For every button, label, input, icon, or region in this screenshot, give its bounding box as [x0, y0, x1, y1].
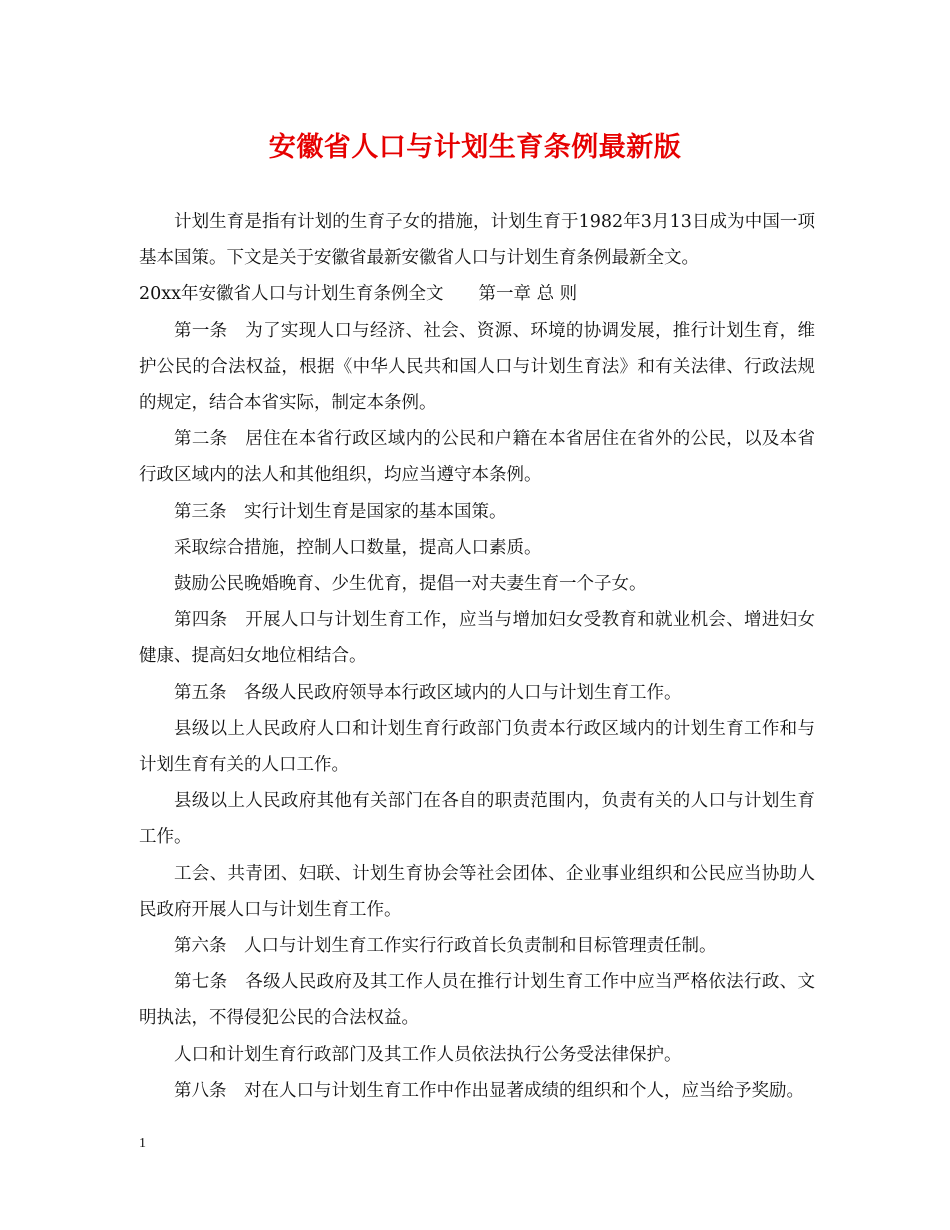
- paragraph: 县级以上人民政府人口和计划生育行政部门负责本行政区域内的计划生育工作和与计划生育有关的人口工作。: [139, 718, 815, 776]
- paragraph: 工会、共青团、妇联、计划生育协会等社会团体、企业事业组织和公民应当协助人民政府开展人口与计划生育工作。: [139, 863, 815, 920]
- paragraph: 第四条 开展人口与计划生育工作，应当与增加妇女受教育和就业机会、增进妇女健康、提高妇女地位相结合。: [139, 610, 815, 667]
- paragraph: 第二条 居住在本省行政区域内的公民和户籍在本省居住在省外的公民，以及本省行政区域内的法人和其他组织，均应当遵守本条例。: [139, 429, 815, 486]
- page-number: 1: [139, 1136, 146, 1151]
- paragraph: 第八条 对在人口与计划生育工作中作出显著成绩的组织和个人，应当给予奖励。: [174, 1080, 804, 1101]
- paragraph: 计划生育是指有计划的生育子女的措施，计划生育于1982年3月13日成为中国一项 基本国策。下文是关于安徽省最新安徽省人口与计划生育条例最新全文。: [139, 212, 815, 269]
- paragraph: 第七条 各级人民政府及其工作人员在推行计划生育工作中应当严格依法行政、文明执法，不得侵犯公民的合法权益。: [139, 972, 815, 1029]
- paragraph: 第一条 为了实现人口与经济、社会、资源、环境的协调发展，推行计划生育，维护公民的合法权益，根据《中华人民共和国人口与计划生育法》和有关法律、行政法规的规定，结合本省实际，制定本条例。: [139, 320, 815, 414]
- paragraph: 县级以上人民政府其他有关部门在各自的职责范围内，负责有关的人口与计划生育工作。: [139, 791, 815, 848]
- document-title: 安徽省人口与计划生育条例最新版: [268, 132, 682, 163]
- paragraph: 20xx年安徽省人口与计划生育条例全文 第一章 总 则: [139, 284, 578, 305]
- paragraph: 第三条 实行计划生育是国家的基本国策。: [174, 501, 507, 522]
- document-body: [139, 204, 815, 1109]
- paragraph: 第六条 人口与计划生育工作实行行政首长负责制和目标管理责任制。: [174, 936, 717, 957]
- paragraph: 人口和计划生育行政部门及其工作人员依法执行公务受法律保护。: [174, 1044, 682, 1065]
- paragraph: 第五条 各级人民政府领导本行政区域内的人口与计划生育工作。: [174, 682, 682, 703]
- paragraph: 采取综合措施，控制人口数量，提高人口素质。: [174, 537, 542, 558]
- paragraph: 鼓励公民晚婚晚育、少生优育，提倡一对夫妻生育一个子女。: [174, 574, 647, 595]
